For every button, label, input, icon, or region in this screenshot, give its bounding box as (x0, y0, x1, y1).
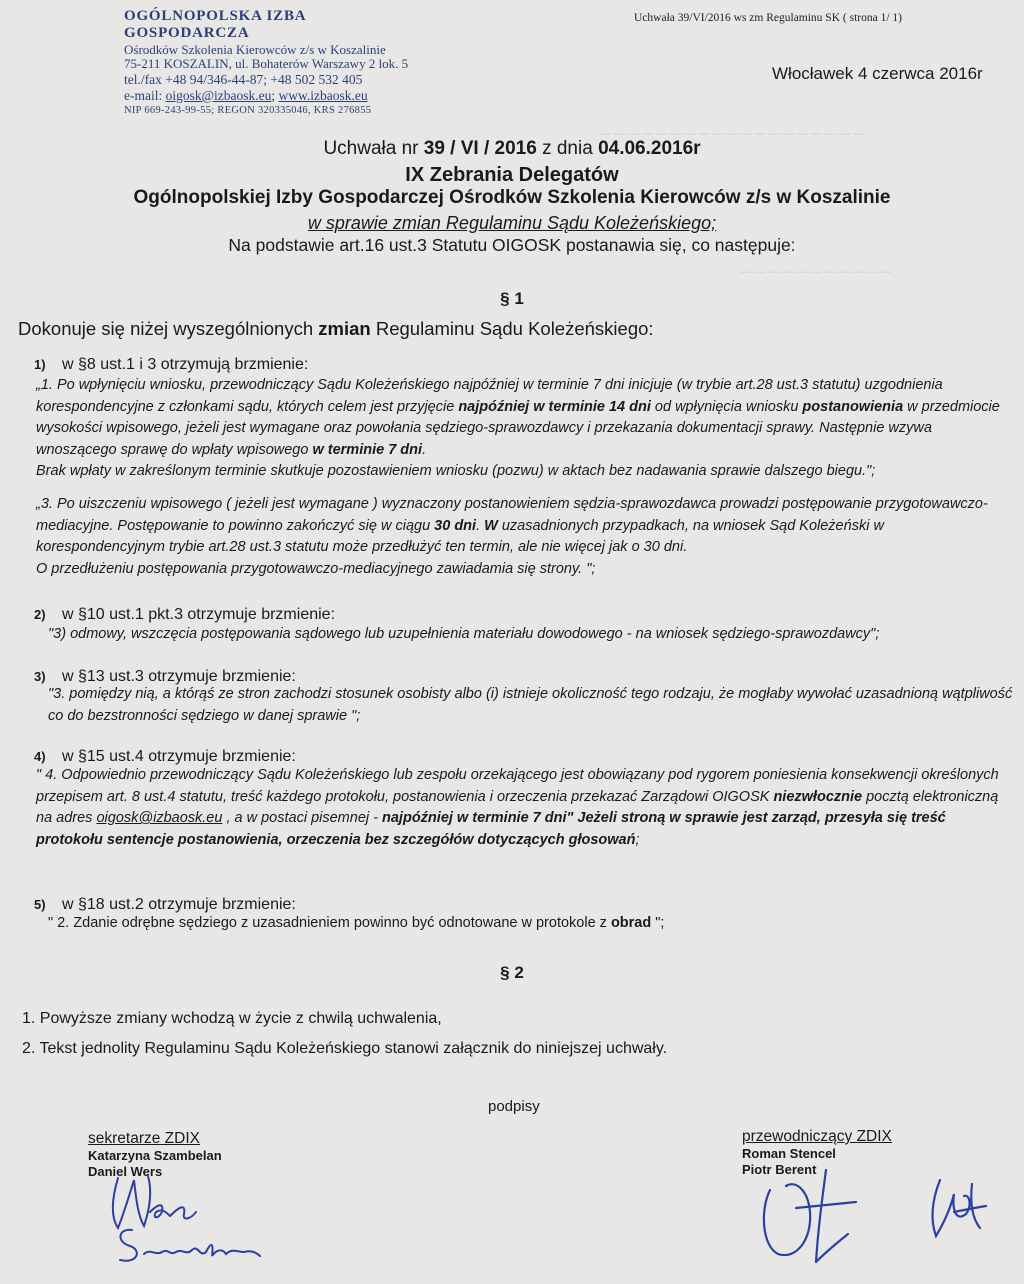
signatures-heading: podpisy (488, 1098, 540, 1115)
item-text: w §13 ust.3 otrzymuje brzmienie: (62, 668, 296, 685)
list-item (34, 606, 335, 624)
q5-a: " 2. Zdanie odrębne sędziego z uzasadnieniem powinno być odnotowane w protokole z (48, 915, 611, 931)
section-1-heading: § 1 (500, 289, 524, 308)
quote-par15 (36, 765, 1011, 851)
item-number: 1) (34, 357, 46, 372)
letterhead-address: 75-211 KOSZALIN, ul. Bohaterów Warszawy 2 lok. 5 (124, 56, 409, 72)
quote-par10: "3) odmowy, wszczęcia postępowania sądowego lub uzupełnienia materiału dowodowego - na wniosek sędziego-sprawozdawcy"; (48, 626, 880, 642)
item-number: 3) (34, 669, 46, 684)
q1b-e: uzasadnionych przypadkach, na wniosek Sąd Koleżeński w korespondencyjnym trybie art.28 ust.3 statutu może przedłużyć ten termin, ale nie więcej jak o 30 dni. (36, 517, 884, 555)
signature-name: Piotr Berent (742, 1162, 817, 1177)
title-mid: z dnia (536, 138, 599, 159)
letterhead-email-line (124, 88, 424, 104)
quote-par8-ust1 (36, 375, 1016, 483)
assembly-name: IX Zebrania Delegatów (405, 164, 619, 186)
final-list-item: 2. Tekst jednolity Regulaminu Sądu Koleżeńskiego stanowi załącznik do niniejszej uchwały. (22, 1040, 668, 1057)
q4-e: , a w postaci pisemnej - (222, 810, 383, 826)
title-prefix: Uchwała nr (323, 138, 424, 159)
resolution-title (0, 138, 1024, 160)
quote-par13: "3. pomiędzy nią, a którąś ze stron zachodzi stosunek osobisty albo (i) istnieje okoliczność tego rodzaju, że mogłaby wywołać uzasadnioną wątpliwość co do bezstronności sędziego w danej sprawie "; (48, 686, 1013, 724)
q1b-c: . (476, 517, 485, 534)
item-text: w §8 ust.1 i 3 otrzymują brzmienie: (62, 356, 309, 373)
item-number: 5) (34, 897, 46, 912)
organization-name: Ogólnopolskiej Izby Gospodarczej Ośrodków Szkolenia Kierowców z/s w Koszalinie (133, 187, 891, 208)
q4-g: ; (635, 831, 640, 848)
resolution-number: 39 / VI / 2016 (423, 138, 537, 159)
bleed-through-text: — — — — — — — — — — — — — — — — — — — (600, 128, 865, 140)
intro-b: zmian (318, 318, 371, 339)
signature-title-left: sekretarze ZDIX (88, 1130, 200, 1147)
letterhead-phone: tel./fax +48 94/346-44-87; +48 502 532 405 (124, 72, 363, 88)
q1-b: najpóźniej w terminie 14 dni (458, 398, 651, 415)
intro-a: Dokonuje się niżej wyszególnionych (18, 318, 319, 339)
letterhead-email-link[interactable]: oigosk@izbaosk.eu (165, 87, 272, 103)
signature-name: Daniel Wers (88, 1164, 163, 1179)
item-text: w §10 ust.1 pkt.3 otrzymuje brzmienie: (62, 606, 336, 623)
item-text: w §18 ust.2 otrzymuje brzmienie: (62, 896, 296, 913)
q1-g: . (422, 441, 427, 458)
q1-d: postanowienia (802, 398, 904, 415)
signature-title-right: przewodniczący ZDIX (742, 1128, 892, 1145)
quote-par8-ust3 (36, 494, 1016, 580)
letterhead-line2: Ośrodków Szkolenia Kierowców z/s w Koszalinie (124, 41, 386, 57)
bleed-through-text: — — — — — — — — — — — (740, 266, 892, 278)
q1-e: w przedmiocie wysokości wpisowego, jeżeli jest wymagane oraz powołania sędziego-sprawozdawcy i przekazania dokumentacji sprawy. Następnie wzywa wnoszącego sprawę do wpłaty wpisowego (36, 398, 1000, 458)
intro-text (18, 318, 654, 340)
quote-par18 (48, 913, 1018, 935)
q1-c: od wpłynięcia wniosku (650, 398, 803, 415)
item-number: 2) (34, 607, 46, 622)
letterhead-nip: NIP 669-243-99-55; REGON 320335046, KRS 276855 (124, 105, 372, 117)
list-item (34, 356, 308, 374)
handwritten-signature-szambelan (110, 1222, 270, 1272)
q4-email[interactable]: oigosk@izbaosk.eu (96, 810, 223, 826)
intro-c: Regulaminu Sądu Koleżeńskiego: (370, 318, 654, 339)
q1b-f: O przedłużeniu postępowania przygotowawczo-mediacyjnego zawiadamia się strony. "; (36, 560, 596, 577)
letterhead-email-prefix: e-mail: (124, 87, 166, 103)
handwritten-signature-stencel (756, 1150, 916, 1270)
reference-note: Uchwała 39/VI/2016 ws zm Regulaminu SK ( strona 1/ 1) (634, 12, 902, 24)
signature-name: Roman Stencel (742, 1146, 836, 1161)
list-item (34, 748, 296, 766)
final-list-item: 1. Powyższe zmiany wchodzą w życie z chwilą uchwalenia, (22, 1010, 442, 1027)
q4-a: " 4. Odpowiednio przewodniczący Sądu Koleżeńskiego lub zespołu orzekającego jest obowiązany pod rygorem poniesienia konsekwencji określonych przepisem art. 8 ust.4 statutu, treść każdego protokołu, postanowienia i orzeczenia przekazać Zarządowi OIGOSK (36, 767, 999, 805)
item-number: 4) (34, 749, 46, 764)
place-date: Włocławek 4 czerwca 2016r (772, 64, 983, 83)
letterhead-separator: ; (271, 87, 279, 103)
q1b-a: „3. Po uiszczeniu wpisowego ( jeżeli jest wymagane ) wyznaczony postanowieniem sędzia-sprawozdawca prowadzi postępowanie przygotowawczo-mediacyjne. Postępowanie to powinno zakończyć się w ciągu (36, 496, 988, 534)
signature-name: Katarzyna Szambelan (88, 1148, 222, 1163)
letterhead-www-link[interactable]: www.izbaosk.eu (278, 87, 368, 103)
list-item (34, 896, 296, 914)
resolution-subject: w sprawie zmian Regulaminu Sądu Koleżeńskiego; (307, 213, 717, 233)
resolution-date: 04.06.2016r (598, 138, 701, 159)
q1b-b: 30 dni (434, 517, 477, 534)
q5-c: "; (651, 915, 665, 931)
q1-h: Brak wpłaty w zakreślonym terminie skutkuje pozostawieniem wniosku (pozwu) w aktach bez nadawania sprawie dalszego biegu."; (36, 463, 876, 479)
letterhead (124, 8, 424, 117)
item-text: w §15 ust.4 otrzymuje brzmienie: (62, 748, 296, 765)
section-2-heading: § 2 (500, 963, 524, 982)
q4-c: pocztą elektroniczną na adres (36, 788, 999, 826)
q1-a: „1. Po wpłynięciu wniosku, przewodniczący Sądu Koleżeńskiego najpóźniej w terminie 7 dni inicjuje (w trybie art.28 ust.3 statutu) uzgodnienia korespondencyjne z członkami sądu, których celem jest przyjęcie (36, 377, 943, 415)
q1-f: w terminie 7 dni (312, 441, 423, 458)
q4-f: najpóźniej w terminie 7 dni" Jeżeli stroną w sprawie jest zarząd, przesyła się treść protokołu sentencje postanowienia, orzeczenia bez szczegółów dotyczących głosowań (36, 810, 946, 848)
letterhead-org: OGÓLNOPOLSKA IZBA GOSPODARCZA (124, 8, 306, 42)
q1b-d: W (484, 517, 498, 534)
q4-b: niezwłocznie (773, 788, 863, 805)
legal-basis: Na podstawie art.16 ust.3 Statutu OIGOSK postanawia się, co następuje: (228, 235, 796, 255)
q5-b: obrad (610, 915, 652, 931)
handwritten-signature-berent (910, 1170, 1000, 1250)
